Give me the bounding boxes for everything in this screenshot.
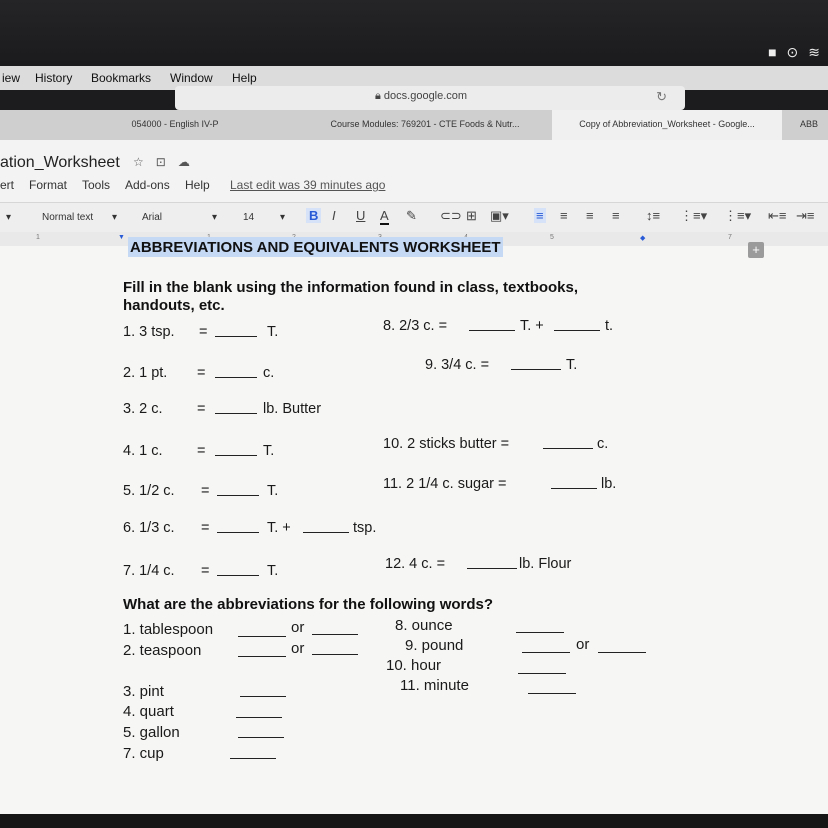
question-3: 3. 2 c. = lb. Butter — [123, 401, 322, 417]
or-label: or — [576, 636, 590, 653]
tab-strip — [0, 110, 828, 140]
menu-view[interactable]: iew — [2, 71, 21, 85]
comment-icon[interactable]: ⊞ — [466, 208, 477, 223]
indent-marker-icon[interactable]: ▼ — [118, 234, 125, 241]
question-6: 6. 1/3 c. = T. + tsp. — [123, 520, 377, 536]
question-7: 7. 1/4 c. = T. — [123, 563, 279, 579]
highlight-icon[interactable]: ✎ — [406, 208, 417, 223]
question-9: 9. 3/4 c. = T. — [425, 357, 578, 373]
ruler-mark: 1 — [36, 234, 40, 241]
menu-doc-help[interactable]: Help — [185, 178, 210, 192]
abbr-item-11: 11. minute — [400, 677, 469, 694]
camera-icon: ■ — [768, 44, 777, 60]
abbr-item-2: 2. teaspoon — [123, 642, 202, 659]
menu-addons[interactable]: Add-ons — [125, 178, 170, 192]
instructions: Fill in the blank using the information found in class, textbooks, handouts, etc. — [123, 279, 579, 314]
line-spacing-icon[interactable]: ↕≡ — [646, 208, 661, 223]
ruler-mark: 7 — [728, 234, 732, 241]
doc-title[interactable]: ation_Worksheet — [0, 154, 120, 171]
question-10: 10. 2 sticks butter = c. — [383, 436, 609, 452]
menu-history[interactable]: History — [35, 71, 73, 85]
url-text: docs.google.com — [383, 90, 468, 102]
screen-bottom-edge — [0, 814, 828, 828]
style-select[interactable]: Normal text — [42, 212, 94, 223]
align-center-icon[interactable]: ≡ — [560, 208, 568, 223]
device-bezel — [0, 0, 828, 70]
worksheet-title: ABBREVIATIONS AND EQUIVALENTS WORKSHEET — [130, 239, 501, 256]
abbr-item-5: 5. gallon — [123, 724, 180, 741]
font-size-select[interactable]: 14 — [243, 212, 255, 223]
bullet-list-icon[interactable]: ⋮≡▾ — [724, 208, 752, 223]
menu-bookmarks[interactable]: Bookmarks — [91, 71, 152, 85]
menu-insert[interactable]: ert — [0, 178, 15, 192]
right-indent-marker-icon[interactable]: ◆ — [640, 235, 646, 242]
abbr-item-4: 4. quart — [123, 703, 174, 720]
chevron-down-icon[interactable]: ▾ — [6, 212, 12, 223]
reload-icon[interactable]: ↻ — [656, 89, 667, 104]
status-icon: ⊙ — [786, 44, 799, 60]
tab-english[interactable]: 054000 - English IV-P — [131, 119, 219, 129]
address-bar[interactable] — [175, 86, 685, 110]
tab-worksheet[interactable]: Copy of Abbreviation_Worksheet - Google... — [552, 110, 782, 140]
menu-window[interactable]: Window — [170, 71, 213, 85]
align-left-icon[interactable]: ≡ — [536, 208, 544, 223]
ruler-mark: 5 — [550, 234, 554, 241]
outdent-icon[interactable]: ⇤≡ — [768, 208, 787, 223]
link-icon[interactable]: ⊂⊃ — [440, 208, 462, 223]
abbr-item-8: 8. ounce — [395, 617, 453, 634]
font-select[interactable]: Arial — [142, 212, 163, 223]
abbr-item-10: 10. hour — [386, 657, 442, 674]
question-8: 8. 2/3 c. = T. + t. — [383, 318, 614, 334]
question-4: 4. 1 c. = T. — [123, 443, 275, 459]
or-label: or — [291, 619, 305, 636]
checklist-icon[interactable]: ⋮≡▾ — [680, 208, 708, 223]
abbr-item-7: 7. cup — [123, 745, 164, 762]
text-color-button[interactable]: A — [380, 208, 389, 223]
lock-icon: 🔒︎ — [375, 90, 384, 102]
question-1: 1. 3 tsp. = T. — [123, 324, 279, 340]
menu-format[interactable]: Format — [29, 178, 68, 192]
wifi-icon: ≋ — [808, 44, 820, 60]
star-icon[interactable]: ☆ — [133, 155, 144, 169]
menu-tools[interactable]: Tools — [82, 178, 111, 192]
or-label: or — [291, 640, 305, 657]
doc-header — [0, 140, 828, 202]
folder-icon[interactable]: ⊡ — [155, 155, 166, 169]
question-5: 5. 1/2 c. = T. — [123, 483, 279, 499]
abbr-item-9: 9. pound — [405, 637, 464, 654]
question-12: 12. 4 c. = lb. Flour — [385, 556, 572, 572]
chevron-down-icon[interactable]: ▾ — [112, 212, 118, 223]
bold-button[interactable]: B — [306, 208, 321, 223]
chevron-down-icon[interactable]: ▾ — [280, 212, 286, 223]
last-edit-link[interactable]: Last edit was 39 minutes ago — [230, 178, 386, 192]
abbr-item-3: 3. pint — [123, 683, 164, 700]
system-tray — [768, 44, 820, 61]
tab-abb[interactable]: ABB — [799, 119, 818, 129]
italic-button[interactable]: I — [332, 208, 336, 223]
image-icon[interactable]: ▣▾ — [490, 208, 509, 223]
cloud-icon[interactable]: ☁ — [177, 155, 190, 169]
question-11: 11. 2 1/4 c. sugar = lb. — [383, 476, 617, 492]
align-justify-icon[interactable]: ≡ — [612, 208, 620, 223]
formatting-toolbar — [0, 202, 828, 233]
section-2-title: What are the abbreviations for the following words? — [123, 596, 494, 613]
tab-course-modules[interactable]: Course Modules: 769201 - CTE Foods & Nutr... — [330, 119, 520, 129]
indent-icon[interactable]: ⇥≡ — [796, 208, 815, 223]
menu-help[interactable]: Help — [232, 71, 257, 85]
chevron-down-icon[interactable]: ▾ — [212, 212, 218, 223]
question-2: 2. 1 pt. = c. — [123, 365, 275, 381]
align-right-icon[interactable]: ≡ — [586, 208, 594, 223]
underline-button[interactable]: U — [356, 208, 366, 223]
add-comment-icon[interactable]: + — [748, 242, 764, 258]
abbr-item-1: 1. tablespoon — [123, 621, 214, 638]
